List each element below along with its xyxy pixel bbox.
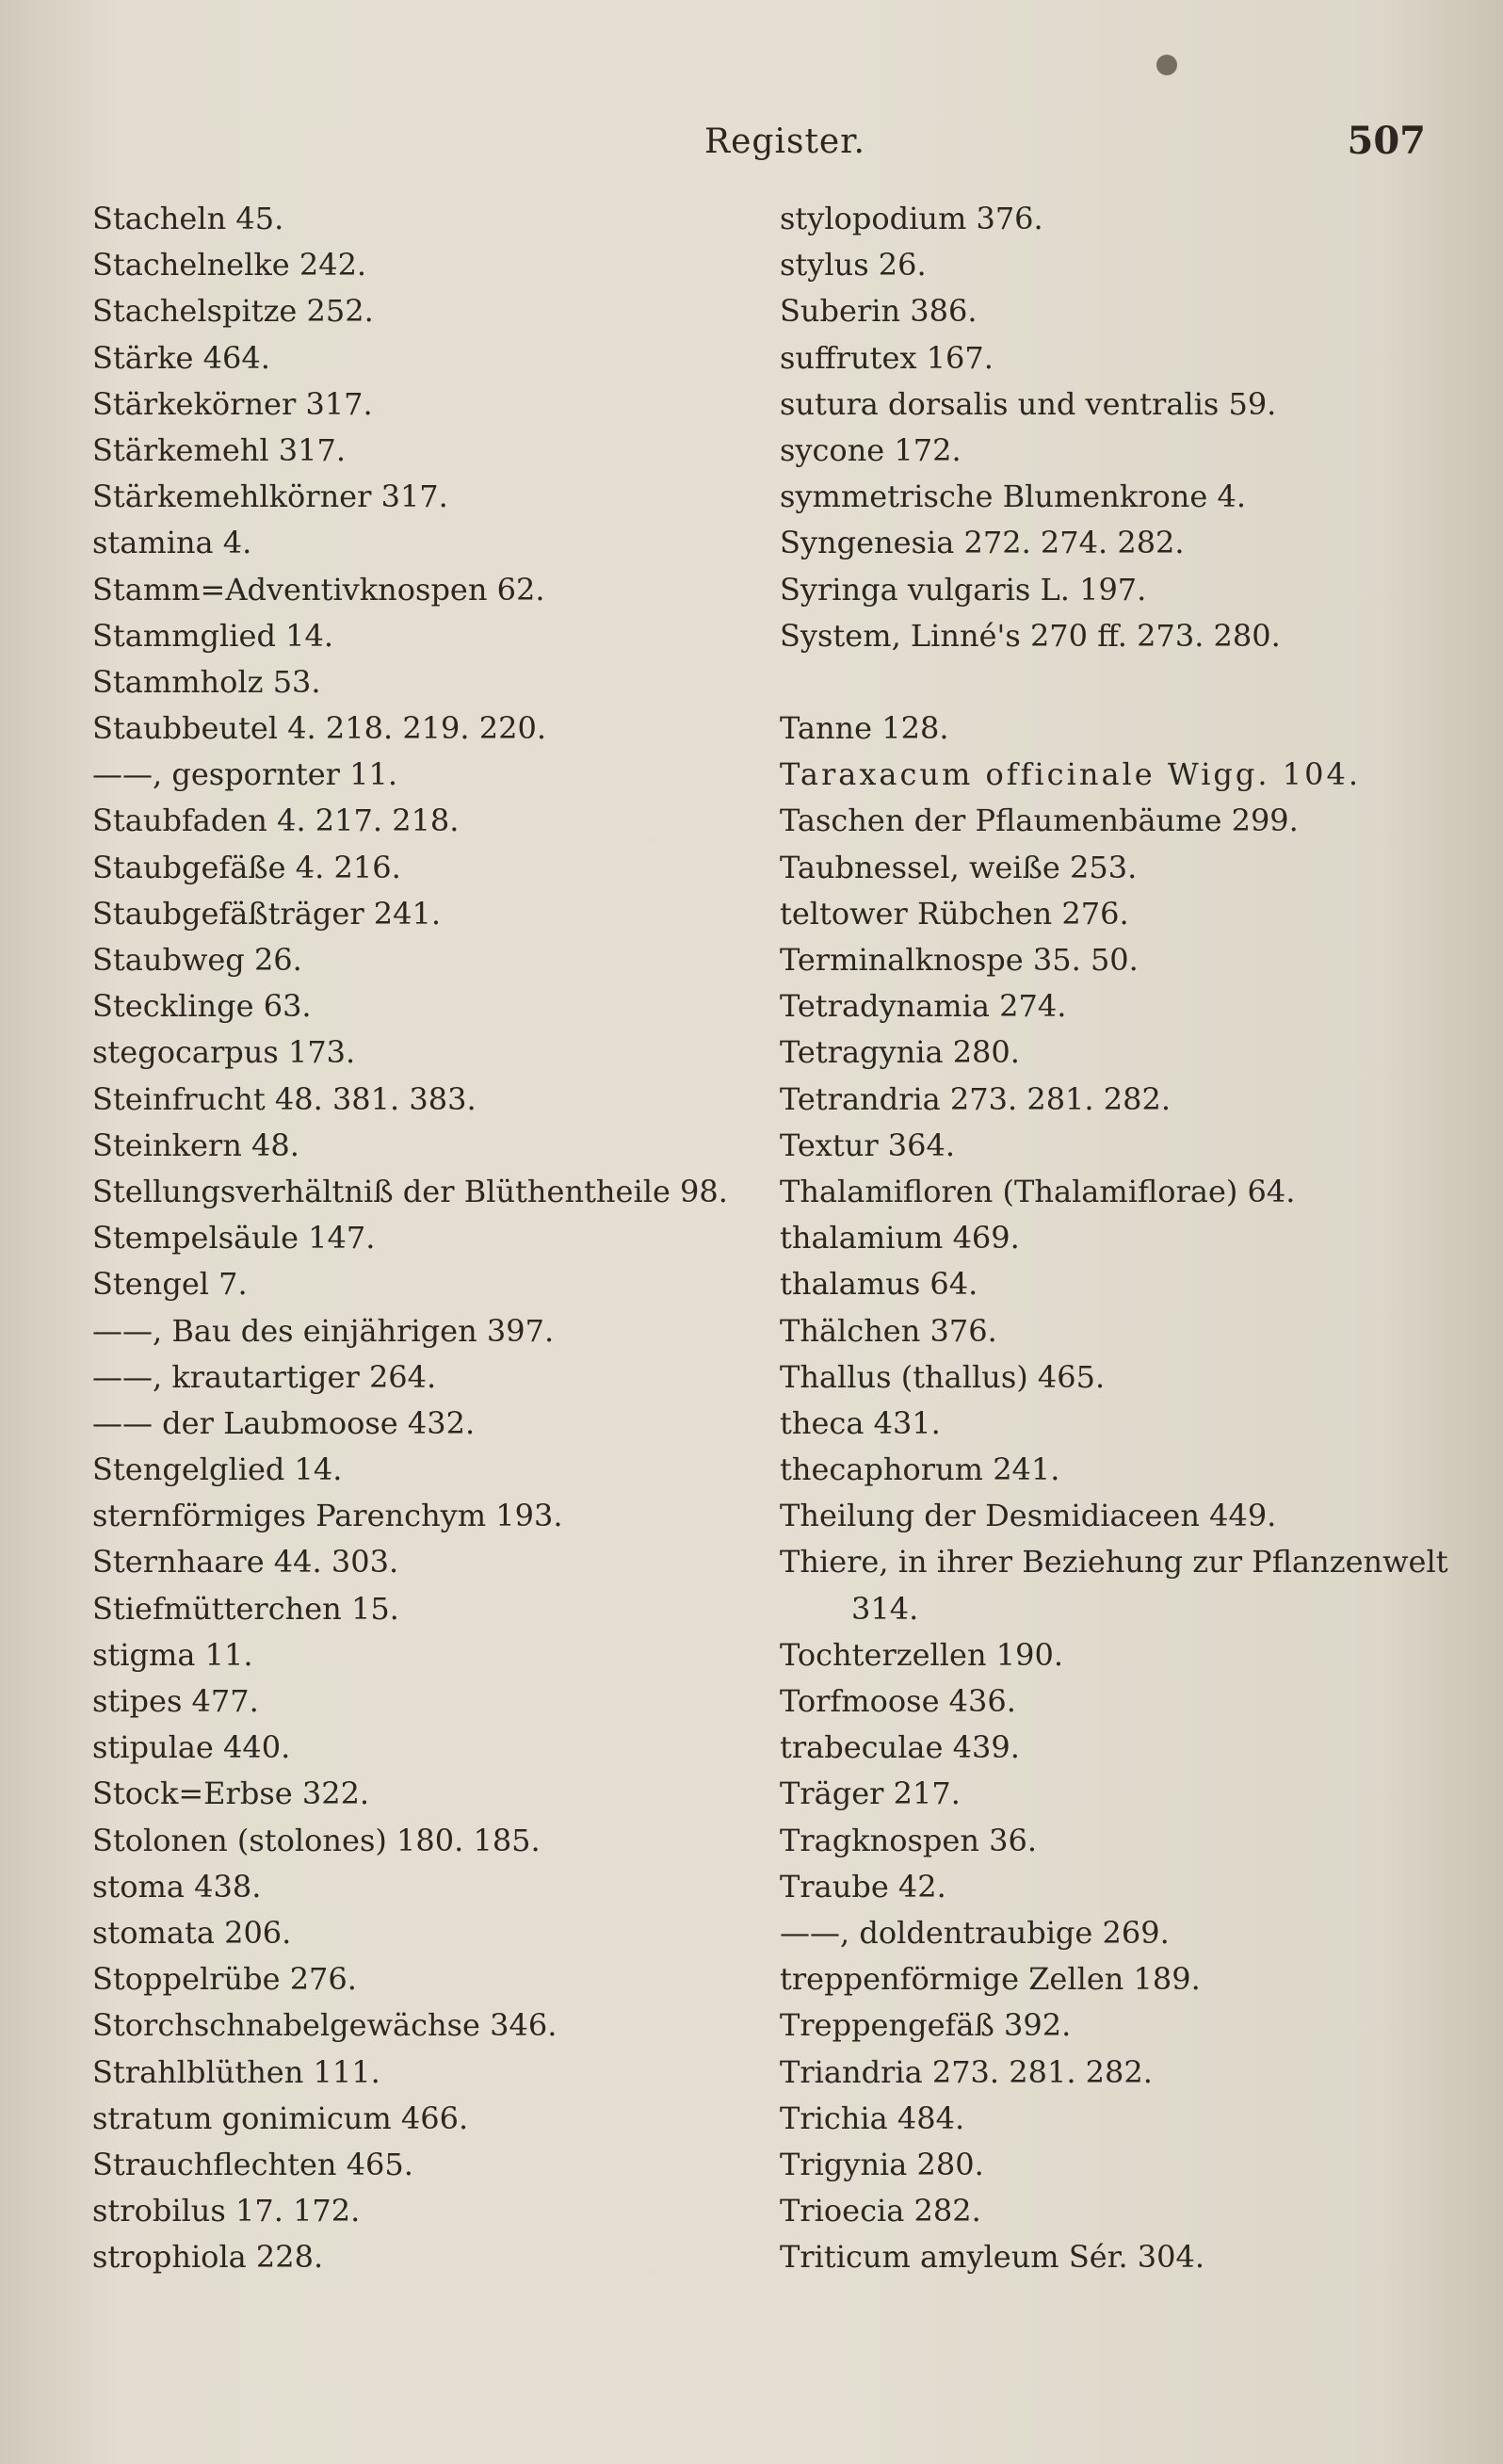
index-entry: stamina 4. bbox=[92, 525, 252, 561]
page-header bbox=[0, 115, 1503, 171]
index-entry: System, Linné's 270 ff. 273. 280. bbox=[780, 617, 1281, 654]
index-entry: sycone 172. bbox=[780, 431, 962, 468]
index-entry: Theilung der Desmidiaceen 449. bbox=[780, 1498, 1277, 1534]
index-entry bbox=[780, 659, 1439, 705]
index-entry: Stärkekörner 317. bbox=[92, 385, 373, 422]
index-entry: Thallus (thallus) 465. bbox=[780, 1358, 1106, 1395]
index-entry: Stengelglied 14. bbox=[92, 1451, 343, 1488]
index-entry: Terminalknospe 35. 50. bbox=[780, 942, 1139, 978]
index-entry: Tanne 128. bbox=[780, 710, 949, 747]
index-entry: Stecklinge 63. bbox=[92, 988, 312, 1025]
index-column-left bbox=[92, 196, 770, 2280]
index-entry: 314. bbox=[851, 1590, 919, 1627]
index-entry: strobilus 17. 172. bbox=[92, 2193, 361, 2229]
index-entry: Steinkern 48. bbox=[92, 1127, 299, 1163]
index-entry: Taubnessel, weiße 253. bbox=[780, 849, 1138, 885]
index-entry: Traube 42. bbox=[780, 1868, 946, 1905]
index-entry: Staubweg 26. bbox=[92, 942, 302, 978]
index-entry: Sternhaare 44. 303. bbox=[92, 1544, 399, 1581]
index-entry: stipes 477. bbox=[92, 1683, 259, 1719]
index-entry: Taraxacum officinale Wigg. 104. bbox=[780, 756, 1361, 793]
index-entry: Suberin 386. bbox=[780, 293, 978, 330]
index-entry: teltower Rübchen 276. bbox=[780, 895, 1129, 932]
ink-spot bbox=[1156, 55, 1177, 75]
index-entry: Stachelnelke 242. bbox=[92, 247, 367, 284]
index-entry: Stärkemehl 317. bbox=[92, 431, 347, 468]
index-entry: suffrutex 167. bbox=[780, 339, 994, 376]
index-entry: Stempelsäule 147. bbox=[92, 1220, 376, 1256]
index-entry: ——, gespornter 11. bbox=[92, 756, 397, 793]
index-entry: Syngenesia 272. 274. 282. bbox=[780, 525, 1185, 561]
index-entry: —— der Laubmoose 432. bbox=[92, 1404, 476, 1441]
index-entry: Stolonen (stolones) 180. 185. bbox=[92, 1822, 541, 1858]
index-entry: Stamm=Adventivknospen 62. bbox=[92, 571, 545, 608]
index-entry: Stellungsverhältniß der Blüthentheile 98. bbox=[92, 1173, 728, 1209]
index-entry: Stiefmütterchen 15. bbox=[92, 1590, 399, 1627]
index-entry: Staubgefäße 4. 216. bbox=[92, 849, 401, 885]
index-entry: Syringa vulgaris L. 197. bbox=[780, 571, 1147, 608]
index-entry: Stammholz 53. bbox=[92, 663, 321, 700]
index-entry: theca 431. bbox=[780, 1404, 941, 1441]
index-entry: sternförmiges Parenchym 193. bbox=[92, 1498, 563, 1534]
index-entry: stipulae 440. bbox=[92, 1729, 291, 1766]
index-entry: Stengel 7. bbox=[92, 1266, 248, 1303]
index-entry: ——, doldentraubige 269. bbox=[780, 1914, 1170, 1951]
index-entry: Tetrandria 273. 281. 282. bbox=[780, 1080, 1171, 1117]
index-entry: Stoppelrübe 276. bbox=[92, 1961, 357, 1998]
index-entry: trabeculae 439. bbox=[780, 1729, 1020, 1766]
index-entry: Stärke 464. bbox=[92, 339, 270, 376]
index-entry: Textur 364. bbox=[780, 1127, 956, 1163]
index-entry: Stock=Erbse 322. bbox=[92, 1775, 370, 1812]
index-entry: stylus 26. bbox=[780, 247, 927, 284]
index-entry: Strahlblüthen 111. bbox=[92, 2053, 380, 2090]
index-entry: Thälchen 376. bbox=[780, 1312, 997, 1349]
index-entry: treppenförmige Zellen 189. bbox=[780, 1961, 1201, 1998]
index-entry: stratum gonimicum 466. bbox=[92, 2099, 469, 2136]
index-entry: stegocarpus 173. bbox=[92, 1034, 356, 1071]
index-entry: sutura dorsalis und ventralis 59. bbox=[780, 385, 1277, 422]
index-entry: Taschen der Pflaumenbäume 299. bbox=[780, 802, 1299, 839]
index-column-right bbox=[780, 196, 1448, 2280]
index-entry: Stammglied 14. bbox=[92, 617, 333, 654]
index-entry: Stacheln 45. bbox=[92, 201, 284, 236]
index-entry: Triticum amyleum Sér. 304. bbox=[780, 2239, 1205, 2276]
index-entry: Staubbeutel 4. 218. 219. 220. bbox=[92, 710, 546, 747]
page-number: 507 bbox=[1347, 119, 1426, 163]
index-entry: ——, krautartiger 264. bbox=[92, 1358, 437, 1395]
index-entry: Trichia 484. bbox=[780, 2099, 965, 2136]
index-entry: Tragknospen 36. bbox=[780, 1822, 1037, 1858]
index-entry: Thiere, in ihrer Beziehung zur Pflanzenwelt bbox=[780, 1544, 1448, 1581]
running-title: Register. bbox=[704, 122, 865, 161]
index-entry: Stachelspitze 252. bbox=[92, 293, 374, 330]
index-entry: stylopodium 376. bbox=[780, 201, 1043, 236]
index-entry: Stärkemehlkörner 317. bbox=[92, 478, 448, 515]
index-entry: ——, Bau des einjährigen 397. bbox=[92, 1312, 555, 1349]
index-entry: Triandria 273. 281. 282. bbox=[780, 2053, 1153, 2090]
index-entry: Steinfrucht 48. 381. 383. bbox=[92, 1080, 477, 1117]
index-entry: stoma 438. bbox=[92, 1868, 262, 1905]
index-entry: Thalamifloren (Thalamiflorae) 64. bbox=[780, 1173, 1296, 1209]
index-entry: Staubfaden 4. 217. 218. bbox=[92, 802, 460, 839]
index-entry: Tetradynamia 274. bbox=[780, 988, 1067, 1025]
index-entry: thalamus 64. bbox=[780, 1266, 978, 1303]
index-entry: strophiola 228. bbox=[92, 2239, 324, 2276]
index-entry: Trioecia 282. bbox=[780, 2193, 981, 2229]
index-entry: Torfmoose 436. bbox=[780, 1683, 1016, 1719]
index-entry: thalamium 469. bbox=[780, 1220, 1020, 1256]
index-entry: Tochterzellen 190. bbox=[780, 1636, 1063, 1673]
index-entry: stigma 11. bbox=[92, 1636, 253, 1673]
index-entry: thecaphorum 241. bbox=[780, 1451, 1060, 1488]
index-entry: Strauchflechten 465. bbox=[92, 2146, 413, 2182]
index-entry: Staubgefäßträger 241. bbox=[92, 895, 442, 932]
index-entry: Trigynia 280. bbox=[780, 2146, 984, 2182]
index-entry: Tetragynia 280. bbox=[780, 1034, 1020, 1071]
index-entry: Storchschnabelgewächse 346. bbox=[92, 2007, 558, 2044]
index-entry: Treppengefäß 392. bbox=[780, 2007, 1072, 2044]
index-entry: stomata 206. bbox=[92, 1914, 292, 1951]
index-entry: Träger 217. bbox=[780, 1775, 961, 1812]
index-entry: symmetrische Blumenkrone 4. bbox=[780, 478, 1247, 515]
